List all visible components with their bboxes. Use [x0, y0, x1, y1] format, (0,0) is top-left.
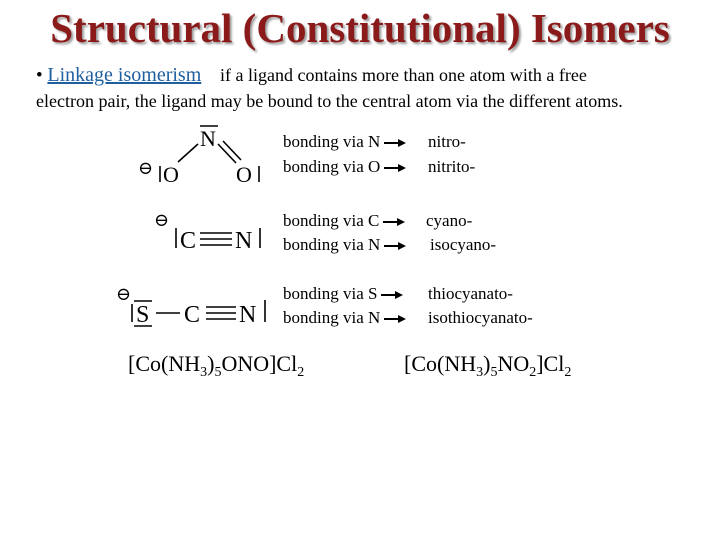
arrow-icon [384, 138, 406, 148]
intro-text: if a ligand contains more than one atom with a free [220, 65, 587, 85]
charge-minus: ⊖ [116, 284, 132, 304]
bond-n-o-double-2 [223, 141, 241, 160]
bonding-label: bonding via N [283, 308, 381, 327]
ligand-name: nitro- [428, 132, 466, 151]
bonding-label: bonding via O [283, 157, 381, 176]
arrow-icon [384, 241, 406, 251]
atom-c: C [184, 302, 201, 328]
bonding-row [283, 235, 410, 255]
bullet: • [36, 65, 43, 86]
arrow-icon [383, 217, 405, 227]
bonding-row [283, 308, 410, 328]
bonding-row [283, 157, 410, 177]
atom-s: S [136, 302, 150, 328]
page-title: Structural (Constitutional) Isomers [50, 5, 670, 51]
bond-n-o-single [178, 144, 198, 162]
ligand-name: thiocyanato- [428, 284, 513, 303]
atom-c: C [180, 228, 197, 254]
bonding-label: bonding via C [283, 211, 380, 230]
thiocyanate-structure [112, 280, 274, 332]
cyanide-structure [150, 208, 270, 254]
bonding-row [283, 284, 407, 304]
ligand-name: cyano- [426, 211, 473, 230]
charge-minus: ⊖ [154, 210, 170, 230]
charge-minus: ⊖ [138, 158, 154, 178]
arrow-icon [381, 290, 403, 300]
bonding-row [283, 211, 409, 231]
ligand-name: isocyano- [430, 235, 497, 254]
ligand-name: isothiocyanato- [428, 308, 533, 327]
bond-n-o-double-1 [218, 144, 236, 163]
formula-nitrito-complex: $[Co(NH_3)_5ONO]Cl_2$ [128, 351, 305, 380]
atom-o-right: O [236, 162, 252, 187]
bonding-label: bonding via N [283, 235, 381, 254]
bonding-label: bonding via S [283, 284, 378, 303]
arrow-icon [384, 163, 406, 173]
linkage-isomerism-term: Linkage isomerism [47, 64, 202, 86]
atom-n: N [235, 228, 253, 254]
bonding-label: bonding via N [283, 132, 381, 151]
intro-line [36, 64, 587, 87]
nitrite-structure [130, 124, 270, 188]
arrow-icon [384, 314, 406, 324]
formula-nitro-complex: $[Co(NH_3)_5NO_2]Cl_2$ [404, 351, 572, 380]
atom-n: N [200, 126, 216, 151]
atom-n: N [239, 302, 257, 328]
ligand-name: nitrito- [428, 157, 476, 176]
bonding-row [283, 132, 410, 152]
atom-o-left: O [163, 162, 179, 187]
intro-text-continued: electron pair, the ligand may be bound to the central atom via the different atoms. [36, 91, 623, 111]
